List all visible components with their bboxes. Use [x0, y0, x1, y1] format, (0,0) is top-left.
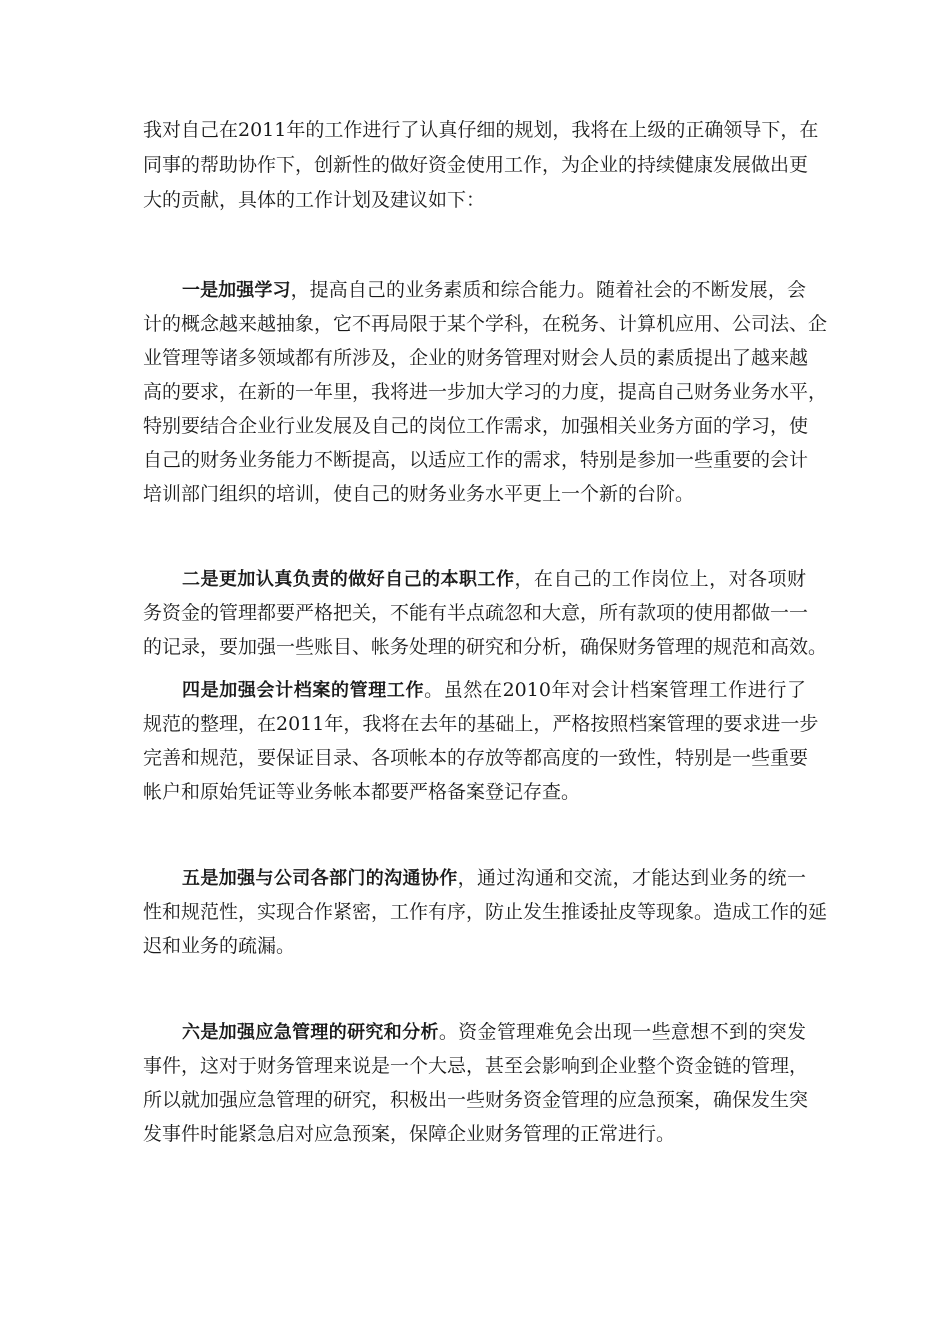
text-line: 发事件时能紧急启对应急预案，保障企业财务管理的正常进行。 [143, 1123, 676, 1145]
section-heading: 五是加强与公司各部门的沟通协作 [182, 868, 458, 889]
text-run: 。虽然在2010年对会计档案管理工作进行了 [424, 679, 806, 701]
text-line: 迟和业务的疏漏。 [143, 935, 296, 957]
first-line [182, 562, 806, 596]
first-line [182, 273, 806, 307]
text-run: ，提高自己的业务素质和综合能力。随着社会的不断发展，会 [290, 279, 806, 301]
text-run: ，在自己的工作岗位上，对各项财 [514, 568, 806, 590]
first-line [182, 673, 806, 707]
text-line: 业管理等诸多领域都有所涉及，企业的财务管理对财会人员的素质提出了越来越 [143, 347, 809, 369]
first-line [182, 861, 806, 895]
text-line: 完善和规范，要保证目录、各项帐本的存放等都高度的一致性，特别是一些重要 [143, 747, 809, 769]
text-line: 所以就加强应急管理的研究，积极出一些财务资金管理的应急预案，确保发生突 [143, 1089, 809, 1111]
text-line: 规范的整理，在2011年，我将在去年的基础上，严格按照档案管理的要求进一步 [143, 713, 819, 735]
text-line: 自己的财务业务能力不断提高，以适应工作的需求，特别是参加一些重要的会计 [143, 449, 809, 471]
text-line: 大的贡献，具体的工作计划及建议如下： [143, 189, 486, 211]
section-heading: 四是加强会计档案的管理工作 [182, 680, 425, 701]
text-line: 计的概念越来越抽象，它不再局限于某个学科，在税务、计算机应用、公司法、企 [143, 313, 828, 335]
text-run: ，通过沟通和交流，才能达到业务的统一 [457, 867, 806, 889]
text-run: 。资金管理难免会出现一些意想不到的突发 [438, 1021, 806, 1043]
text-line: 同事的帮助协作下，创新性的做好资金使用工作，为企业的持续健康发展做出更 [143, 154, 809, 176]
text-line: 性和规范性，实现合作紧密，工作有序，防止发生推诿扯皮等现象。造成工作的延 [143, 901, 828, 923]
section-heading: 二是更加认真负责的做好自己的本职工作 [182, 569, 515, 590]
text-line: 高的要求，在新的一年里，我将进一步加大学习的力度，提高自己财务业务水平， [143, 381, 828, 403]
section-heading: 六是加强应急管理的研究和分析 [182, 1022, 439, 1043]
text-line: 培训部门组织的培训，使自己的财务业务水平更上一个新的台阶。 [143, 483, 695, 505]
text-line: 我对自己在2011年的工作进行了认真仔细的规划，我将在上级的正确领导下，在 [143, 119, 819, 141]
text-line: 帐户和原始凭证等业务帐本都要严格备案登记存查。 [143, 781, 581, 803]
section-heading: 一是加强学习 [182, 280, 291, 301]
first-line [182, 1015, 806, 1049]
text-line: 事件，这对于财务管理来说是一个大忌，甚至会影响到企业整个资金链的管理， [143, 1055, 809, 1077]
text-line: 务资金的管理都要严格把关，不能有半点疏忽和大意，所有款项的使用都做一一 [143, 602, 809, 624]
text-line: 的记录，要加强一些账目、帐务处理的研究和分析，确保财务管理的规范和高效。 [143, 636, 828, 658]
text-line: 特别要结合企业行业发展及自己的岗位工作需求，加强相关业务方面的学习，使 [143, 415, 809, 437]
